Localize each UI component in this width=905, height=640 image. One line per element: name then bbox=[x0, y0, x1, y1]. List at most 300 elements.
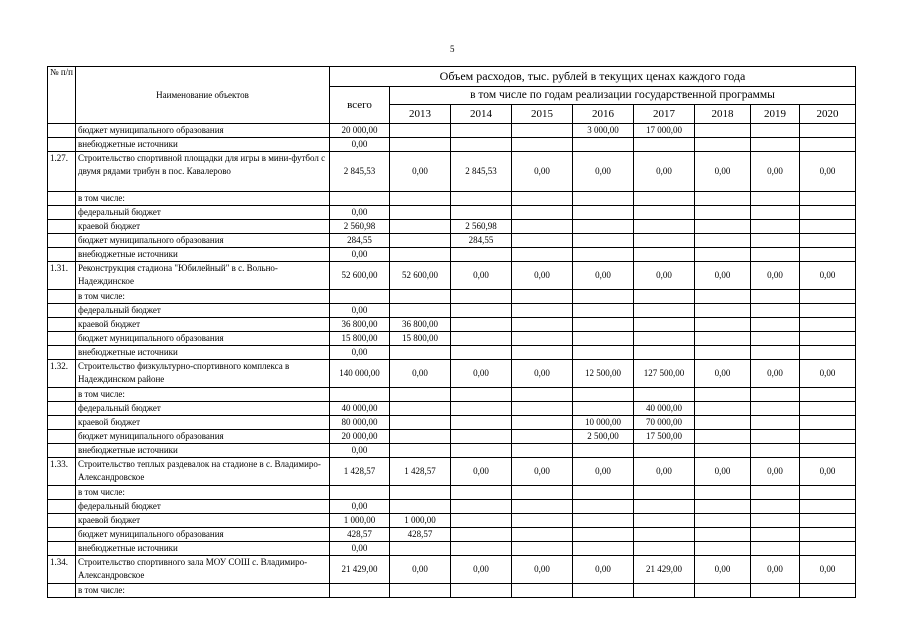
cell-year-2015 bbox=[512, 332, 573, 346]
cell-year-2020: 0,00 bbox=[800, 458, 856, 486]
cell-total: 20 000,00 bbox=[330, 124, 390, 138]
header-year-2014: 2014 bbox=[451, 105, 512, 124]
cell-year-2020 bbox=[800, 138, 856, 152]
cell-total: 284,55 bbox=[330, 234, 390, 248]
cell-year-2016: 3 000,00 bbox=[573, 124, 634, 138]
cell-year-2019 bbox=[751, 542, 800, 556]
cell-year-2018 bbox=[695, 444, 751, 458]
cell-year-2016: 12 500,00 bbox=[573, 360, 634, 388]
cell-year-2018 bbox=[695, 138, 751, 152]
cell-total bbox=[330, 388, 390, 402]
cell-year-2015 bbox=[512, 124, 573, 138]
cell-number bbox=[48, 388, 76, 402]
cell-year-2019: 0,00 bbox=[751, 152, 800, 192]
cell-year-2019 bbox=[751, 430, 800, 444]
cell-year-2018 bbox=[695, 584, 751, 598]
cell-number: 1.34. bbox=[48, 556, 76, 584]
cell-year-2018 bbox=[695, 416, 751, 430]
cell-year-2014 bbox=[451, 528, 512, 542]
cell-year-2019 bbox=[751, 206, 800, 220]
cell-year-2017 bbox=[634, 542, 695, 556]
cell-number: 1.31. bbox=[48, 262, 76, 290]
cell-year-2017: 0,00 bbox=[634, 458, 695, 486]
table-row bbox=[48, 500, 856, 514]
cell-year-2018 bbox=[695, 388, 751, 402]
table-row bbox=[48, 444, 856, 458]
cell-number bbox=[48, 124, 76, 138]
cell-total: 140 000,00 bbox=[330, 360, 390, 388]
cell-year-2016 bbox=[573, 500, 634, 514]
cell-year-2017 bbox=[634, 234, 695, 248]
cell-year-2020 bbox=[800, 124, 856, 138]
cell-year-2020: 0,00 bbox=[800, 262, 856, 290]
cell-year-2017: 17 000,00 bbox=[634, 124, 695, 138]
cell-year-2014 bbox=[451, 346, 512, 360]
table-row bbox=[48, 138, 856, 152]
cell-year-2016: 0,00 bbox=[573, 152, 634, 192]
cell-year-2020 bbox=[800, 388, 856, 402]
cell-year-2018 bbox=[695, 346, 751, 360]
cell-year-2019 bbox=[751, 192, 800, 206]
cell-year-2017 bbox=[634, 500, 695, 514]
cell-year-2020 bbox=[800, 444, 856, 458]
cell-year-2015: 0,00 bbox=[512, 556, 573, 584]
cell-object-name: краевой бюджет bbox=[76, 220, 330, 234]
cell-object-name: в том числе: bbox=[76, 388, 330, 402]
cell-number bbox=[48, 192, 76, 206]
cell-year-2015: 0,00 bbox=[512, 152, 573, 192]
table-row bbox=[48, 514, 856, 528]
cell-total: 36 800,00 bbox=[330, 318, 390, 332]
cell-object-name: Строительство спортивной площадки для игры в мини-футбол с двумя рядами трибун в пос. Кавалерово bbox=[76, 152, 330, 192]
cell-year-2017 bbox=[634, 444, 695, 458]
cell-total: 20 000,00 bbox=[330, 430, 390, 444]
cell-number bbox=[48, 486, 76, 500]
cell-year-2020 bbox=[800, 318, 856, 332]
cell-year-2014 bbox=[451, 584, 512, 598]
cell-object-name: федеральный бюджет bbox=[76, 304, 330, 318]
cell-year-2014 bbox=[451, 388, 512, 402]
cell-total bbox=[330, 290, 390, 304]
cell-year-2016 bbox=[573, 290, 634, 304]
cell-total bbox=[330, 192, 390, 206]
cell-year-2014 bbox=[451, 542, 512, 556]
cell-year-2017 bbox=[634, 528, 695, 542]
table-row bbox=[48, 360, 856, 388]
cell-year-2019 bbox=[751, 402, 800, 416]
cell-year-2015: 0,00 bbox=[512, 458, 573, 486]
cell-total: 0,00 bbox=[330, 444, 390, 458]
cell-object-name: внебюджетные источники bbox=[76, 542, 330, 556]
cell-year-2020 bbox=[800, 542, 856, 556]
cell-total: 0,00 bbox=[330, 500, 390, 514]
cell-year-2020 bbox=[800, 234, 856, 248]
cell-year-2017 bbox=[634, 486, 695, 500]
cell-year-2017 bbox=[634, 220, 695, 234]
cell-number bbox=[48, 304, 76, 318]
cell-total: 0,00 bbox=[330, 304, 390, 318]
table-row bbox=[48, 290, 856, 304]
cell-year-2015 bbox=[512, 430, 573, 444]
table-row bbox=[48, 332, 856, 346]
cell-year-2017 bbox=[634, 584, 695, 598]
header-col-name: Наименование объектов bbox=[76, 67, 330, 124]
cell-year-2017: 21 429,00 bbox=[634, 556, 695, 584]
cell-year-2013: 52 600,00 bbox=[390, 262, 451, 290]
cell-year-2015 bbox=[512, 528, 573, 542]
cell-year-2020 bbox=[800, 290, 856, 304]
cell-year-2018: 0,00 bbox=[695, 556, 751, 584]
header-year-2020: 2020 bbox=[800, 105, 856, 124]
cell-year-2013: 1 000,00 bbox=[390, 514, 451, 528]
cell-year-2013 bbox=[390, 486, 451, 500]
cell-year-2018 bbox=[695, 220, 751, 234]
cell-number bbox=[48, 290, 76, 304]
cell-number bbox=[48, 138, 76, 152]
cell-year-2014 bbox=[451, 500, 512, 514]
cell-year-2015 bbox=[512, 248, 573, 262]
header-by-years: в том числе по годам реализации государственной программы bbox=[390, 87, 856, 105]
cell-object-name: бюджет муниципального образования bbox=[76, 528, 330, 542]
cell-year-2019 bbox=[751, 584, 800, 598]
cell-year-2015: 0,00 bbox=[512, 262, 573, 290]
cell-year-2014 bbox=[451, 248, 512, 262]
cell-year-2013 bbox=[390, 402, 451, 416]
cell-year-2015 bbox=[512, 304, 573, 318]
cell-year-2016 bbox=[573, 402, 634, 416]
cell-year-2013 bbox=[390, 192, 451, 206]
header-year-2019: 2019 bbox=[751, 105, 800, 124]
cell-year-2019 bbox=[751, 528, 800, 542]
cell-object-name: внебюджетные источники bbox=[76, 444, 330, 458]
cell-year-2016 bbox=[573, 332, 634, 346]
cell-year-2015: 0,00 bbox=[512, 360, 573, 388]
cell-year-2020 bbox=[800, 346, 856, 360]
cell-year-2019: 0,00 bbox=[751, 360, 800, 388]
table-row bbox=[48, 416, 856, 430]
cell-year-2013 bbox=[390, 388, 451, 402]
cell-year-2013: 36 800,00 bbox=[390, 318, 451, 332]
cell-number bbox=[48, 402, 76, 416]
cell-number bbox=[48, 584, 76, 598]
cell-year-2013 bbox=[390, 430, 451, 444]
cell-object-name: в том числе: bbox=[76, 486, 330, 500]
cell-year-2018 bbox=[695, 304, 751, 318]
cell-year-2015 bbox=[512, 514, 573, 528]
cell-total: 52 600,00 bbox=[330, 262, 390, 290]
cell-year-2018: 0,00 bbox=[695, 262, 751, 290]
cell-year-2016: 10 000,00 bbox=[573, 416, 634, 430]
cell-object-name: бюджет муниципального образования bbox=[76, 124, 330, 138]
cell-object-name: краевой бюджет bbox=[76, 514, 330, 528]
cell-year-2019 bbox=[751, 290, 800, 304]
cell-year-2019 bbox=[751, 514, 800, 528]
cell-year-2018 bbox=[695, 248, 751, 262]
cell-year-2019 bbox=[751, 388, 800, 402]
cell-number bbox=[48, 416, 76, 430]
table-row bbox=[48, 388, 856, 402]
cell-year-2017 bbox=[634, 332, 695, 346]
cell-year-2015 bbox=[512, 346, 573, 360]
cell-year-2019 bbox=[751, 220, 800, 234]
cell-total: 1 000,00 bbox=[330, 514, 390, 528]
table-row bbox=[48, 234, 856, 248]
cell-year-2014: 284,55 bbox=[451, 234, 512, 248]
cell-year-2016 bbox=[573, 542, 634, 556]
cell-number bbox=[48, 248, 76, 262]
cell-year-2019 bbox=[751, 248, 800, 262]
cell-year-2016 bbox=[573, 346, 634, 360]
cell-year-2017: 17 500,00 bbox=[634, 430, 695, 444]
cell-year-2019 bbox=[751, 486, 800, 500]
cell-total: 2 845,53 bbox=[330, 152, 390, 192]
cell-year-2017: 127 500,00 bbox=[634, 360, 695, 388]
cell-object-name: федеральный бюджет bbox=[76, 206, 330, 220]
cell-year-2016 bbox=[573, 304, 634, 318]
cell-year-2018 bbox=[695, 206, 751, 220]
cell-year-2017 bbox=[634, 206, 695, 220]
cell-number bbox=[48, 346, 76, 360]
cell-year-2015 bbox=[512, 388, 573, 402]
cell-object-name: федеральный бюджет bbox=[76, 500, 330, 514]
cell-year-2017: 70 000,00 bbox=[634, 416, 695, 430]
cell-total bbox=[330, 486, 390, 500]
cell-object-name: бюджет муниципального образования bbox=[76, 234, 330, 248]
cell-year-2018 bbox=[695, 430, 751, 444]
cell-year-2015 bbox=[512, 318, 573, 332]
cell-number bbox=[48, 500, 76, 514]
cell-year-2014 bbox=[451, 206, 512, 220]
cell-year-2016: 0,00 bbox=[573, 556, 634, 584]
cell-object-name: Строительство спортивного зала МОУ СОШ с. Владимиро-Александровское bbox=[76, 556, 330, 584]
page-number: 5 bbox=[450, 44, 455, 54]
table-row bbox=[48, 556, 856, 584]
cell-year-2018 bbox=[695, 234, 751, 248]
cell-year-2020: 0,00 bbox=[800, 360, 856, 388]
cell-year-2020 bbox=[800, 416, 856, 430]
cell-year-2015 bbox=[512, 444, 573, 458]
cell-year-2015 bbox=[512, 220, 573, 234]
cell-year-2020 bbox=[800, 220, 856, 234]
cell-year-2020 bbox=[800, 584, 856, 598]
cell-year-2016 bbox=[573, 528, 634, 542]
table-row bbox=[48, 318, 856, 332]
cell-year-2019 bbox=[751, 346, 800, 360]
cell-number: 1.33. bbox=[48, 458, 76, 486]
cell-year-2014 bbox=[451, 318, 512, 332]
cell-number bbox=[48, 444, 76, 458]
table-row bbox=[48, 152, 856, 192]
cell-total: 21 429,00 bbox=[330, 556, 390, 584]
cell-year-2014: 0,00 bbox=[451, 360, 512, 388]
cell-total: 80 000,00 bbox=[330, 416, 390, 430]
table-row bbox=[48, 430, 856, 444]
cell-object-name: краевой бюджет bbox=[76, 416, 330, 430]
cell-year-2014 bbox=[451, 444, 512, 458]
header-expenses-title: Объем расходов, тыс. рублей в текущих ценах каждого года bbox=[330, 67, 856, 87]
cell-year-2016 bbox=[573, 444, 634, 458]
table-row bbox=[48, 528, 856, 542]
cell-year-2020 bbox=[800, 206, 856, 220]
cell-year-2013: 0,00 bbox=[390, 360, 451, 388]
header-year-2017: 2017 bbox=[634, 105, 695, 124]
cell-total: 1 428,57 bbox=[330, 458, 390, 486]
table-body bbox=[48, 124, 856, 598]
cell-year-2019 bbox=[751, 124, 800, 138]
cell-year-2018: 0,00 bbox=[695, 152, 751, 192]
cell-year-2014 bbox=[451, 124, 512, 138]
cell-year-2016 bbox=[573, 234, 634, 248]
cell-year-2017 bbox=[634, 514, 695, 528]
cell-year-2014 bbox=[451, 290, 512, 304]
cell-year-2019 bbox=[751, 444, 800, 458]
table-header bbox=[48, 67, 856, 124]
cell-year-2014: 2 845,53 bbox=[451, 152, 512, 192]
cell-object-name: в том числе: bbox=[76, 584, 330, 598]
cell-year-2016 bbox=[573, 486, 634, 500]
cell-year-2013 bbox=[390, 346, 451, 360]
cell-year-2013 bbox=[390, 304, 451, 318]
cell-total: 0,00 bbox=[330, 206, 390, 220]
table-row bbox=[48, 304, 856, 318]
cell-year-2016 bbox=[573, 138, 634, 152]
table-row bbox=[48, 346, 856, 360]
cell-year-2015 bbox=[512, 500, 573, 514]
cell-year-2017 bbox=[634, 248, 695, 262]
cell-year-2018: 0,00 bbox=[695, 360, 751, 388]
cell-year-2019 bbox=[751, 416, 800, 430]
cell-year-2017 bbox=[634, 388, 695, 402]
cell-year-2013: 15 800,00 bbox=[390, 332, 451, 346]
cell-year-2013 bbox=[390, 248, 451, 262]
table-row bbox=[48, 402, 856, 416]
cell-year-2016 bbox=[573, 514, 634, 528]
cell-year-2013: 0,00 bbox=[390, 556, 451, 584]
table-row bbox=[48, 486, 856, 500]
cell-year-2013: 0,00 bbox=[390, 152, 451, 192]
cell-number bbox=[48, 542, 76, 556]
cell-year-2013 bbox=[390, 500, 451, 514]
cell-year-2018 bbox=[695, 124, 751, 138]
cell-total: 0,00 bbox=[330, 542, 390, 556]
cell-total: 0,00 bbox=[330, 138, 390, 152]
table-row bbox=[48, 584, 856, 598]
table-row bbox=[48, 192, 856, 206]
header-year-2015: 2015 bbox=[512, 105, 573, 124]
cell-year-2020: 0,00 bbox=[800, 152, 856, 192]
cell-year-2018 bbox=[695, 542, 751, 556]
cell-year-2013 bbox=[390, 234, 451, 248]
cell-year-2017: 0,00 bbox=[634, 152, 695, 192]
table-row bbox=[48, 248, 856, 262]
cell-year-2013 bbox=[390, 124, 451, 138]
cell-object-name: внебюджетные источники bbox=[76, 346, 330, 360]
cell-year-2013 bbox=[390, 584, 451, 598]
cell-year-2016 bbox=[573, 220, 634, 234]
cell-year-2019 bbox=[751, 234, 800, 248]
cell-year-2015 bbox=[512, 206, 573, 220]
cell-year-2020 bbox=[800, 500, 856, 514]
cell-number: 1.27. bbox=[48, 152, 76, 192]
cell-year-2017 bbox=[634, 318, 695, 332]
cell-object-name: внебюджетные источники bbox=[76, 248, 330, 262]
header-year-2013: 2013 bbox=[390, 105, 451, 124]
cell-year-2017 bbox=[634, 290, 695, 304]
cell-year-2016 bbox=[573, 318, 634, 332]
cell-year-2013 bbox=[390, 138, 451, 152]
cell-year-2020 bbox=[800, 486, 856, 500]
cell-year-2013 bbox=[390, 206, 451, 220]
cell-year-2014 bbox=[451, 430, 512, 444]
cell-year-2019: 0,00 bbox=[751, 556, 800, 584]
cell-year-2018: 0,00 bbox=[695, 458, 751, 486]
cell-year-2016 bbox=[573, 388, 634, 402]
cell-year-2014 bbox=[451, 416, 512, 430]
table-row bbox=[48, 542, 856, 556]
cell-year-2019: 0,00 bbox=[751, 458, 800, 486]
cell-year-2014 bbox=[451, 138, 512, 152]
cell-year-2019 bbox=[751, 500, 800, 514]
cell-year-2020 bbox=[800, 304, 856, 318]
cell-year-2020 bbox=[800, 528, 856, 542]
cell-year-2014 bbox=[451, 304, 512, 318]
cell-year-2014 bbox=[451, 402, 512, 416]
table-row bbox=[48, 124, 856, 138]
cell-year-2016 bbox=[573, 192, 634, 206]
cell-year-2014 bbox=[451, 486, 512, 500]
cell-year-2015 bbox=[512, 542, 573, 556]
cell-year-2018 bbox=[695, 500, 751, 514]
cell-number: 1.32. bbox=[48, 360, 76, 388]
cell-total bbox=[330, 584, 390, 598]
cell-year-2014: 0,00 bbox=[451, 556, 512, 584]
header-col-no: № п/п bbox=[48, 67, 76, 124]
cell-total: 2 560,98 bbox=[330, 220, 390, 234]
cell-year-2016 bbox=[573, 206, 634, 220]
cell-object-name: федеральный бюджет bbox=[76, 402, 330, 416]
cell-year-2017 bbox=[634, 138, 695, 152]
cell-year-2018 bbox=[695, 514, 751, 528]
cell-year-2014: 2 560,98 bbox=[451, 220, 512, 234]
header-year-2018: 2018 bbox=[695, 105, 751, 124]
table-row bbox=[48, 206, 856, 220]
cell-total: 0,00 bbox=[330, 248, 390, 262]
cell-year-2018 bbox=[695, 402, 751, 416]
cell-year-2013 bbox=[390, 444, 451, 458]
cell-year-2019 bbox=[751, 318, 800, 332]
cell-year-2019 bbox=[751, 304, 800, 318]
cell-number bbox=[48, 220, 76, 234]
cell-year-2018 bbox=[695, 486, 751, 500]
cell-year-2020 bbox=[800, 402, 856, 416]
cell-year-2020: 0,00 bbox=[800, 556, 856, 584]
cell-object-name: бюджет муниципального образования bbox=[76, 332, 330, 346]
cell-object-name: Строительство физкультурно-спортивного комплекса в Надеждинском районе bbox=[76, 360, 330, 388]
cell-number bbox=[48, 430, 76, 444]
cell-year-2013: 1 428,57 bbox=[390, 458, 451, 486]
cell-year-2017: 0,00 bbox=[634, 262, 695, 290]
cell-year-2016 bbox=[573, 248, 634, 262]
cell-year-2016: 2 500,00 bbox=[573, 430, 634, 444]
cell-year-2018 bbox=[695, 318, 751, 332]
cell-number bbox=[48, 332, 76, 346]
header-year-2016: 2016 bbox=[573, 105, 634, 124]
table-row bbox=[48, 220, 856, 234]
cell-object-name: внебюджетные источники bbox=[76, 138, 330, 152]
cell-year-2020 bbox=[800, 192, 856, 206]
cell-year-2015 bbox=[512, 290, 573, 304]
cell-object-name: в том числе: bbox=[76, 192, 330, 206]
